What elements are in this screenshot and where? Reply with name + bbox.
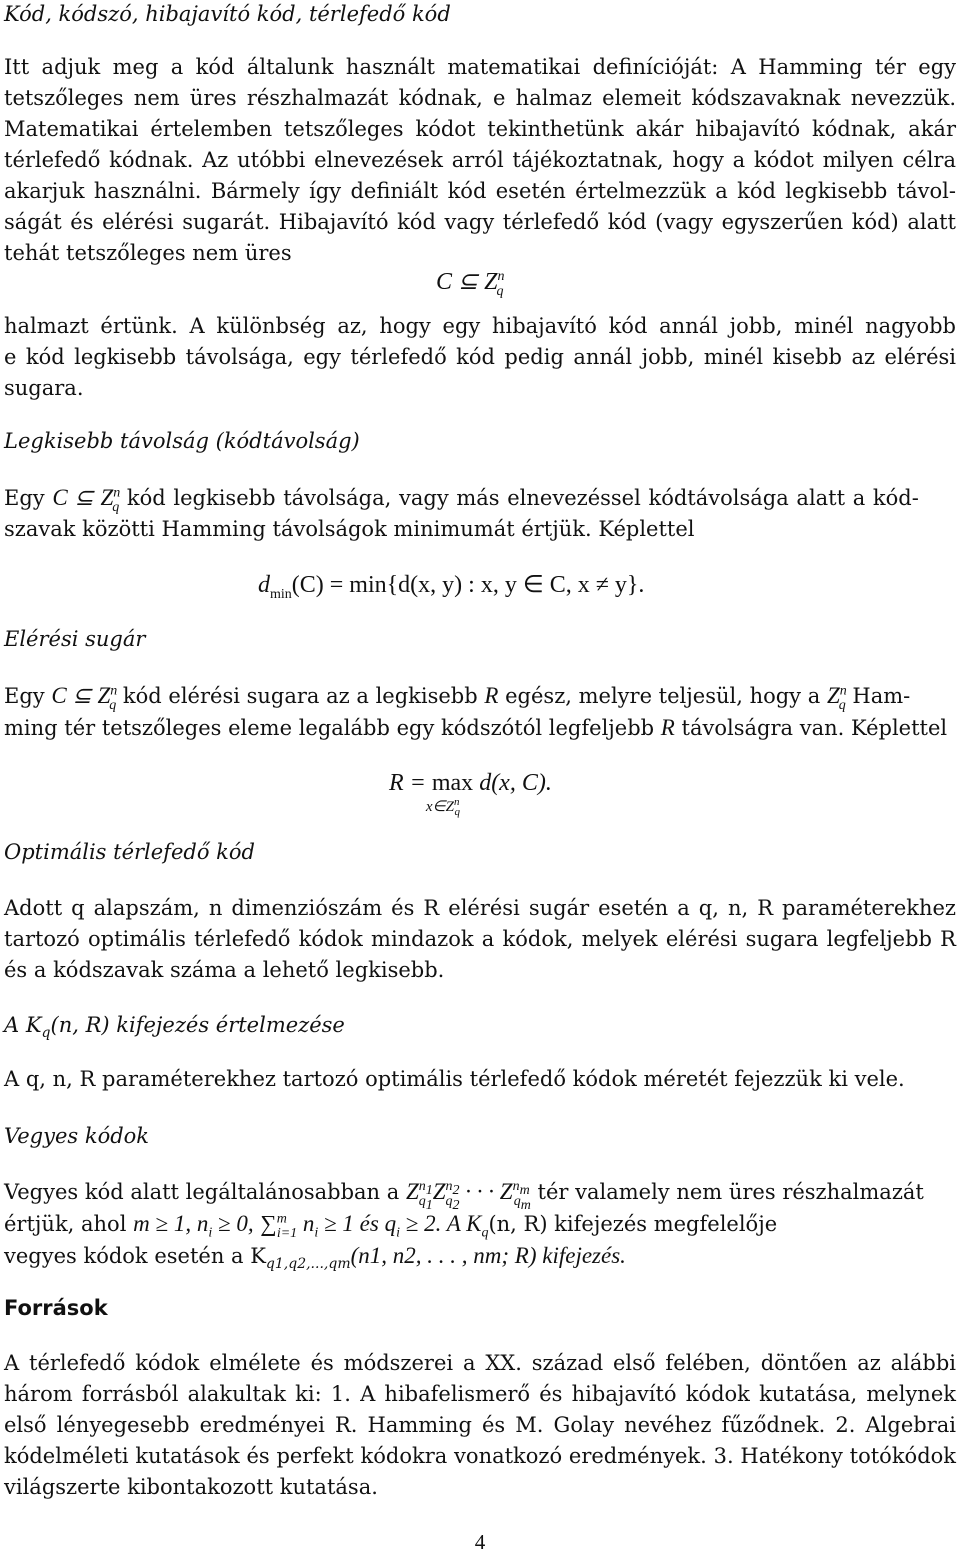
vegyes-paragraph (4, 1176, 956, 1272)
text-line (4, 1240, 956, 1272)
math-inline: R (660, 715, 675, 740)
text-fragment: kód legkisebb távolsága, vagy más elnevezéssel kódtávolsága alatt a kód- (126, 486, 919, 510)
math-sum: ∑$^m_{i=1}$ $n_i \ge 1$ és $q_i \ge 2$. A $K_q$ (260, 1211, 489, 1241)
text-fragment: (n, R) kifejezés megfelelője (488, 1212, 778, 1236)
math-sup: n (110, 683, 118, 699)
section-heading-kod: Kód, kódszó, hibajavító kód, térlefedő kód (4, 2, 451, 26)
math-sup: n (839, 683, 847, 699)
text-line: Adott q alapszám, n dimenziószám és R elérési sugár esetén a q, n, R paraméterekhez (4, 896, 956, 920)
text-line: e kód legkisebb távolsága, egy térlefedő kód pedig annál jobb, minél kisebb az elérési (4, 345, 956, 369)
heading-part: (n, R) kifejezés értelmezése (50, 1013, 345, 1037)
text-line: kódelméleti kutatások és perfekt kódokra vonatkozó eredmények. 3. Hatékony totókódok (4, 1444, 956, 1468)
equation-rest: (C) = min{d(x, y) : x, y ∈ C, x ≠ y}. (291, 572, 645, 598)
text-fragment: egész, melyre teljesül, hogy a (505, 684, 821, 708)
text-line (4, 680, 956, 712)
text-fragment: értjük, ahol (4, 1212, 127, 1236)
equation-sub: q (496, 283, 504, 299)
text-line: térlefedő kódnak. Az utóbbi elnevezések arról tájékoztatnak, hogy a kódot milyen célra (4, 148, 956, 172)
text-fragment: ming tér tetszőleges eleme legalább egy kódszótól legfeljebb (4, 716, 655, 740)
equation-d: d (258, 572, 270, 598)
legkisebb-paragraph (4, 482, 956, 545)
text-line: Matematikai értelemben tetszőleges kódot tekinthetünk akár hibajavító kódnak, akár (4, 117, 956, 141)
math-text: Z (826, 683, 840, 708)
text-fragment: Egy (4, 684, 45, 708)
math-text: m ≥ 1, n (133, 1211, 209, 1236)
sum-bottom: i=1 (276, 1225, 298, 1241)
math-sub: q (838, 697, 846, 713)
text-line: és a kódszavak száma a lehető legkisebb. (4, 958, 445, 982)
difference-paragraph (4, 311, 956, 404)
equation-dmin (258, 570, 644, 600)
equation-rhs: d(x, C). (479, 770, 552, 796)
text-line: tetszőleges nem üres részhalmazát kódnak, e halmaz elemeit kódszavaknak nevezzük. (4, 86, 956, 110)
section-heading-kq (4, 1011, 345, 1042)
text-line (4, 1176, 956, 1213)
equation-sup: n (497, 269, 505, 284)
text-line: halmazt értünk. A különbség az, hogy egy hibajavító kód annál jobb, minél nagyobb (4, 314, 956, 338)
text-line (4, 482, 956, 514)
text-line: Itt adjuk meg a kód általunk használt matematikai definícióját: A Hamming tér egy (4, 55, 956, 79)
equation-lhs: C ⊆ Z (436, 269, 498, 295)
heading-part: A K (4, 1013, 42, 1037)
math-text: C ⊆ Z (52, 485, 114, 510)
equation-max-op: max (431, 770, 474, 796)
math-sub: q (112, 499, 120, 515)
text-line: ságát és elérési sugarát. Hibajavító kód vagy térlefedő kód (vagy egyszerűen kód) alatt (4, 210, 956, 234)
math-sup: n (113, 485, 121, 501)
text-fragment: kód elérési sugara az a legkisebb (122, 684, 478, 708)
section-heading-eleresi: Elérési sugár (4, 627, 146, 651)
math-sub: q (109, 697, 117, 713)
math-text: n (302, 1211, 315, 1236)
equation-max-under (426, 792, 460, 822)
optimalis-paragraph (4, 893, 956, 986)
text-line: A q, n, R paraméterekhez tartozó optimális térlefedő kódok méretét fejezzük ki vele. (4, 1067, 905, 1091)
text-line: sugara. (4, 376, 84, 400)
under-sup: n (453, 796, 460, 808)
equation-code-subset (436, 267, 503, 297)
section-heading-legkisebb: Legkisebb távolság (kódtávolság) (4, 429, 360, 453)
text-line: tehát tetszőleges nem üres (4, 241, 292, 265)
text-fragment: tér valamely nem üres részhalmazát (537, 1180, 924, 1204)
text-line: szavak közötti Hamming távolságok minimumát értjük. Képlettel (4, 517, 695, 541)
math-inline: R (484, 683, 499, 708)
section-heading-forrasok: Források (4, 1296, 108, 1320)
eleresi-paragraph (4, 680, 956, 744)
section-heading-vegyes: Vegyes kódok (4, 1124, 150, 1148)
text-line: világszerte kibontakozott kutatása. (4, 1475, 378, 1499)
sum-sign: ∑ (260, 1211, 277, 1236)
math-text: ≥ 0, (217, 1211, 254, 1236)
kq-paragraph (4, 1064, 956, 1095)
forrasok-paragraph (4, 1348, 956, 1503)
intro-paragraph (4, 52, 956, 269)
math-sub: q1,q2,...,qm (265, 1256, 351, 1273)
math-inline: (n1, n2, . . . , nm; R) kifejezés. (350, 1243, 626, 1268)
math-inline (826, 683, 847, 713)
section-heading-optimalis: Optimális térlefedő kód (4, 840, 255, 864)
math-text: ≥ 2. A K (405, 1211, 482, 1236)
text-line: A térlefedő kódok elmélete és módszerei a XX. század első felében, döntően az alábbi (4, 1351, 956, 1375)
math-inline (52, 485, 121, 515)
math-text: C ⊆ Z (51, 683, 111, 708)
text-line (4, 1208, 956, 1240)
under-text: x∈Z (425, 799, 454, 815)
page-number: 4 (474, 1530, 486, 1554)
heading-sub: q (41, 1025, 51, 1042)
text-fragment: Ham- (852, 684, 911, 708)
math-inline (51, 683, 118, 713)
text-fragment: vegyes kódok esetén a K (4, 1244, 266, 1268)
text-line: akarjuk használni. Bármely így definiált kód esetén értelmezzük a kód legkisebb távol- (4, 179, 956, 203)
math-inline: $Z^{n_1}_{q_1}Z^{n_2}_{q_2}$ · · · $Z^{n_m}_{q_m}$ (405, 1179, 531, 1213)
under-sub: q (454, 806, 460, 818)
text-line (4, 712, 956, 744)
text-line: első lényegesebb eredményei R. Hamming és M. Golay nevéhez fűződnek. 2. Algebrai (4, 1413, 956, 1437)
math-inline: m ≥ 1, $n_i \ge 0$, (133, 1211, 254, 1241)
text-line: három forrásból alakultak ki: 1. A hibafelismerő és hibajavító kódok kutatása, melynek (4, 1382, 956, 1406)
sum-top: m (276, 1211, 287, 1227)
equation-lhs: R = (389, 770, 432, 796)
text-line: tartozó optimális térlefedő kódok mindazok a kódok, melyek elérési sugara legfeljebb R (4, 927, 956, 951)
text-fragment: távolságra van. Képlettel (681, 716, 948, 740)
text-fragment: Egy (4, 486, 45, 510)
math-text: ≥ 1 és q (324, 1211, 397, 1236)
equation-dmin-sub: min (270, 586, 292, 602)
text-fragment: Vegyes kód alatt legáltalánosabban a (4, 1180, 400, 1204)
